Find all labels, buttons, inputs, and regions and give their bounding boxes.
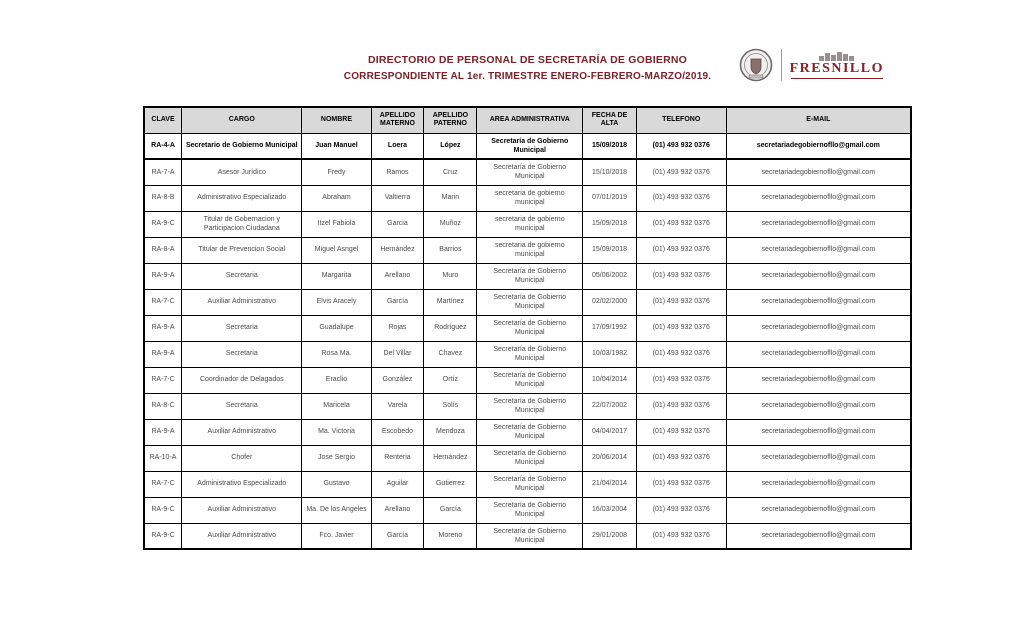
- table-cell: 05/06/2002: [583, 263, 637, 289]
- table-cell: Secretaría de Gobierno Municipal: [477, 315, 583, 341]
- document-body: [143, 50, 912, 550]
- table-cell: RA-7-C: [144, 471, 182, 497]
- table-row: [144, 237, 911, 263]
- table-cell: Rosa Ma.: [302, 341, 371, 367]
- table-cell: secretariadegobiernofllo@gmail.com: [726, 185, 911, 211]
- table-row: [144, 133, 911, 159]
- document-title: DIRECTORIO DE PERSONAL DE SECRETARÍA DE GOBIERNO: [368, 54, 687, 66]
- table-cell: secretariadegobiernofllo@gmail.com: [726, 445, 911, 471]
- table-cell: Auxiliar Administrativo: [182, 497, 302, 523]
- table-row: [144, 289, 911, 315]
- column-header: AREA ADMINISTRATIVA: [477, 107, 583, 133]
- table-cell: (01) 493 932 0376: [636, 133, 726, 159]
- table-cell: Margarita: [302, 263, 371, 289]
- table-cell: Secretaría de Gobierno Municipal: [477, 419, 583, 445]
- table-cell: Hernández: [424, 445, 477, 471]
- table-cell: González: [371, 367, 424, 393]
- document-subtitle: CORRESPONDIENTE AL 1er. TRIMESTRE ENERO-FEBRERO-MARZO/2019.: [343, 71, 712, 82]
- table-cell: secretariadegobiernofllo@gmail.com: [726, 315, 911, 341]
- table-cell: 20/06/2014: [583, 445, 637, 471]
- fresnillo-rule: [791, 78, 883, 79]
- table-cell: secretaria de gobierno municipal: [477, 185, 583, 211]
- table-cell: (01) 493 932 0376: [636, 211, 726, 237]
- table-cell: Ma. Victoria: [302, 419, 371, 445]
- table-row: [144, 393, 911, 419]
- table-cell: Aguilar: [371, 471, 424, 497]
- table-cell: Secretaria: [182, 341, 302, 367]
- table-row: [144, 523, 911, 549]
- table-cell: Escobedo: [371, 419, 424, 445]
- table-row: [144, 341, 911, 367]
- table-cell: (01) 493 932 0376: [636, 523, 726, 549]
- table-cell: Muñoz: [424, 211, 477, 237]
- table-cell: Titular de Gobernacion y Participacion Ciudadana: [182, 211, 302, 237]
- table-cell: Arellano: [371, 497, 424, 523]
- table-cell: Ortíz: [424, 367, 477, 393]
- table-cell: Marin: [424, 185, 477, 211]
- table-cell: (01) 493 932 0376: [636, 159, 726, 185]
- table-cell: Secretaría de Gobierno Municipal: [477, 263, 583, 289]
- table-cell: Jose Sergio: [302, 445, 371, 471]
- table-cell: Asesor Jurídico: [182, 159, 302, 185]
- table-cell: RA-9-A: [144, 315, 182, 341]
- table-row: [144, 445, 911, 471]
- table-cell: Hernández: [371, 237, 424, 263]
- table-row: [144, 471, 911, 497]
- table-cell: secretariadegobiernofllo@gmail.com: [726, 471, 911, 497]
- table-cell: 04/04/2017: [583, 419, 637, 445]
- table-cell: RA-10-A: [144, 445, 182, 471]
- table-row: [144, 367, 911, 393]
- table-cell: Del Villar: [371, 341, 424, 367]
- table-cell: secretariadegobiernofllo@gmail.com: [726, 497, 911, 523]
- directory-table: [143, 106, 912, 550]
- table-cell: Gutierrez: [424, 471, 477, 497]
- table-row: [144, 263, 911, 289]
- table-cell: RA-7-A: [144, 159, 182, 185]
- table-cell: 15/10/2018: [583, 159, 637, 185]
- table-cell: Gustavo: [302, 471, 371, 497]
- table-cell: Solís: [424, 393, 477, 419]
- table-cell: Titular de Prevencion Social: [182, 237, 302, 263]
- table-cell: Cruz: [424, 159, 477, 185]
- table-cell: (01) 493 932 0376: [636, 497, 726, 523]
- table-cell: Secretario de Gobierno Municipal: [182, 133, 302, 159]
- table-cell: Guadalupe: [302, 315, 371, 341]
- table-cell: Auxiliar Administrativo: [182, 419, 302, 445]
- table-head-row: [144, 107, 911, 133]
- document-header: [143, 50, 912, 106]
- table-row: [144, 211, 911, 237]
- table-cell: RA-9-A: [144, 341, 182, 367]
- table-cell: Arellano: [371, 263, 424, 289]
- column-header: APELLIDO PATERNO: [424, 107, 477, 133]
- table-cell: RA-9-A: [144, 263, 182, 289]
- table-cell: secretariadegobiernofllo@gmail.com: [726, 211, 911, 237]
- table-cell: Chofer: [182, 445, 302, 471]
- column-header: APELLIDO MATERNO: [371, 107, 424, 133]
- table-cell: 15/09/2018: [583, 237, 637, 263]
- table-cell: (01) 493 932 0376: [636, 367, 726, 393]
- table-cell: RA-8-A: [144, 237, 182, 263]
- table-cell: (01) 493 932 0376: [636, 315, 726, 341]
- table-body: [144, 133, 911, 549]
- table-cell: Itzel Fabiola: [302, 211, 371, 237]
- table-cell: RA-9-A: [144, 419, 182, 445]
- municipal-seal-icon: [739, 48, 773, 82]
- table-cell: Juan Manuel: [302, 133, 371, 159]
- table-cell: (01) 493 932 0376: [636, 393, 726, 419]
- table-row: [144, 419, 911, 445]
- table-row: [144, 159, 911, 185]
- table-cell: 15/09/2018: [583, 133, 637, 159]
- table-cell: Secretaría de Gobierno Municipal: [477, 367, 583, 393]
- table-cell: Auxiliar Administrativo: [182, 289, 302, 315]
- table-cell: Loera: [371, 133, 424, 159]
- column-header: CLAVE: [144, 107, 182, 133]
- table-cell: secretaria de gobierno municipal: [477, 211, 583, 237]
- table-cell: Administrativo Especializado: [182, 185, 302, 211]
- table-cell: RA-8-B: [144, 185, 182, 211]
- table-cell: Chavez: [424, 341, 477, 367]
- table-cell: Secretaría de Gobierno Municipal: [477, 471, 583, 497]
- logo-divider: [781, 49, 782, 81]
- table-cell: Secretaría de Gobierno Municipal: [477, 341, 583, 367]
- table-cell: Auxiliar Administrativo: [182, 523, 302, 549]
- fresnillo-logo: [790, 52, 884, 79]
- table-cell: Secretaría de Gobierno Municipal: [477, 159, 583, 185]
- table-cell: 10/03/1982: [583, 341, 637, 367]
- table-cell: (01) 493 932 0376: [636, 419, 726, 445]
- table-cell: RA-9-C: [144, 523, 182, 549]
- table-cell: Varela: [371, 393, 424, 419]
- table-cell: 10/04/2014: [583, 367, 637, 393]
- table-cell: secretariadegobiernofllo@gmail.com: [726, 523, 911, 549]
- table-cell: Secretaría de Gobierno Municipal: [477, 497, 583, 523]
- table-cell: (01) 493 932 0376: [636, 289, 726, 315]
- table-cell: secretariadegobiernofllo@gmail.com: [726, 341, 911, 367]
- column-header: TELEFONO: [636, 107, 726, 133]
- table-cell: García: [371, 523, 424, 549]
- table-cell: Abraham: [302, 185, 371, 211]
- table-cell: Fco. Javier: [302, 523, 371, 549]
- table-cell: Coordinador de Delagados: [182, 367, 302, 393]
- table-cell: Maricela: [302, 393, 371, 419]
- table-cell: 15/09/2018: [583, 211, 637, 237]
- table-cell: Secretaria: [182, 315, 302, 341]
- table-cell: RA-9-C: [144, 497, 182, 523]
- table-cell: Ramos: [371, 159, 424, 185]
- column-header: CARGO: [182, 107, 302, 133]
- table-cell: Secretaria: [182, 263, 302, 289]
- column-header: E-MAIL: [726, 107, 911, 133]
- table-cell: secretariadegobiernofllo@gmail.com: [726, 289, 911, 315]
- table-cell: Martínez: [424, 289, 477, 315]
- table-cell: (01) 493 932 0376: [636, 237, 726, 263]
- table-cell: secretariadegobiernofllo@gmail.com: [726, 237, 911, 263]
- table-cell: Garcia: [371, 211, 424, 237]
- table-cell: RA-7-C: [144, 289, 182, 315]
- table-cell: Moreno: [424, 523, 477, 549]
- table-cell: RA-8-C: [144, 393, 182, 419]
- table-cell: Rojas: [371, 315, 424, 341]
- table-cell: secretariadegobiernofllo@gmail.com: [726, 419, 911, 445]
- building-icon: [819, 52, 854, 61]
- table-cell: secretaria de gobierno municipal: [477, 237, 583, 263]
- table-cell: secretariadegobiernofllo@gmail.com: [726, 133, 911, 159]
- table-cell: 07/01/2019: [583, 185, 637, 211]
- table-cell: Barrios: [424, 237, 477, 263]
- table-cell: Miguel Asngel: [302, 237, 371, 263]
- table-cell: 21/04/2014: [583, 471, 637, 497]
- table-cell: (01) 493 932 0376: [636, 471, 726, 497]
- table-cell: Muro: [424, 263, 477, 289]
- table-cell: Secretaría de Gobierno Municipal: [477, 133, 583, 159]
- table-cell: Renteria: [371, 445, 424, 471]
- table-cell: Secretaría de Gobierno Municipal: [477, 523, 583, 549]
- table-cell: López: [424, 133, 477, 159]
- table-cell: RA-7-C: [144, 367, 182, 393]
- table-row: [144, 185, 911, 211]
- table-cell: Elvis Aracely: [302, 289, 371, 315]
- table-cell: (01) 493 932 0376: [636, 445, 726, 471]
- table-cell: Secretaría de Gobierno Municipal: [477, 393, 583, 419]
- table-cell: secretariadegobiernofllo@gmail.com: [726, 367, 911, 393]
- table-row: [144, 497, 911, 523]
- fresnillo-wordmark: FRESNILLO: [789, 60, 884, 76]
- table-cell: (01) 493 932 0376: [636, 185, 726, 211]
- table-cell: Secretaria: [182, 393, 302, 419]
- table-cell: 02/02/2000: [583, 289, 637, 315]
- table-cell: Secretaría de Gobierno Municipal: [477, 289, 583, 315]
- table-cell: secretariadegobiernofllo@gmail.com: [726, 263, 911, 289]
- logo-block: [739, 48, 884, 82]
- table-cell: 29/01/2008: [583, 523, 637, 549]
- table-cell: Administrativo Especializado: [182, 471, 302, 497]
- table-cell: Fredy: [302, 159, 371, 185]
- table-cell: (01) 493 932 0376: [636, 341, 726, 367]
- table-cell: 16/03/2004: [583, 497, 637, 523]
- table-cell: García: [371, 289, 424, 315]
- table-cell: RA-9-C: [144, 211, 182, 237]
- table-cell: (01) 493 932 0376: [636, 263, 726, 289]
- table-cell: secretariadegobiernofllo@gmail.com: [726, 393, 911, 419]
- table-cell: 22/07/2002: [583, 393, 637, 419]
- column-header: NOMBRE: [302, 107, 371, 133]
- table-cell: 17/09/1992: [583, 315, 637, 341]
- table-cell: García: [424, 497, 477, 523]
- table-cell: secretariadegobiernofllo@gmail.com: [726, 159, 911, 185]
- column-header: FECHA DE ALTA: [583, 107, 637, 133]
- table-row: [144, 315, 911, 341]
- table-cell: Secretaría de Gobierno Municipal: [477, 445, 583, 471]
- table-cell: Rodríguez: [424, 315, 477, 341]
- table-cell: Mendoza: [424, 419, 477, 445]
- table-cell: RA-4-A: [144, 133, 182, 159]
- table-cell: Eraclio: [302, 367, 371, 393]
- table-cell: Valtierra: [371, 185, 424, 211]
- table-cell: Ma. De los Angeles: [302, 497, 371, 523]
